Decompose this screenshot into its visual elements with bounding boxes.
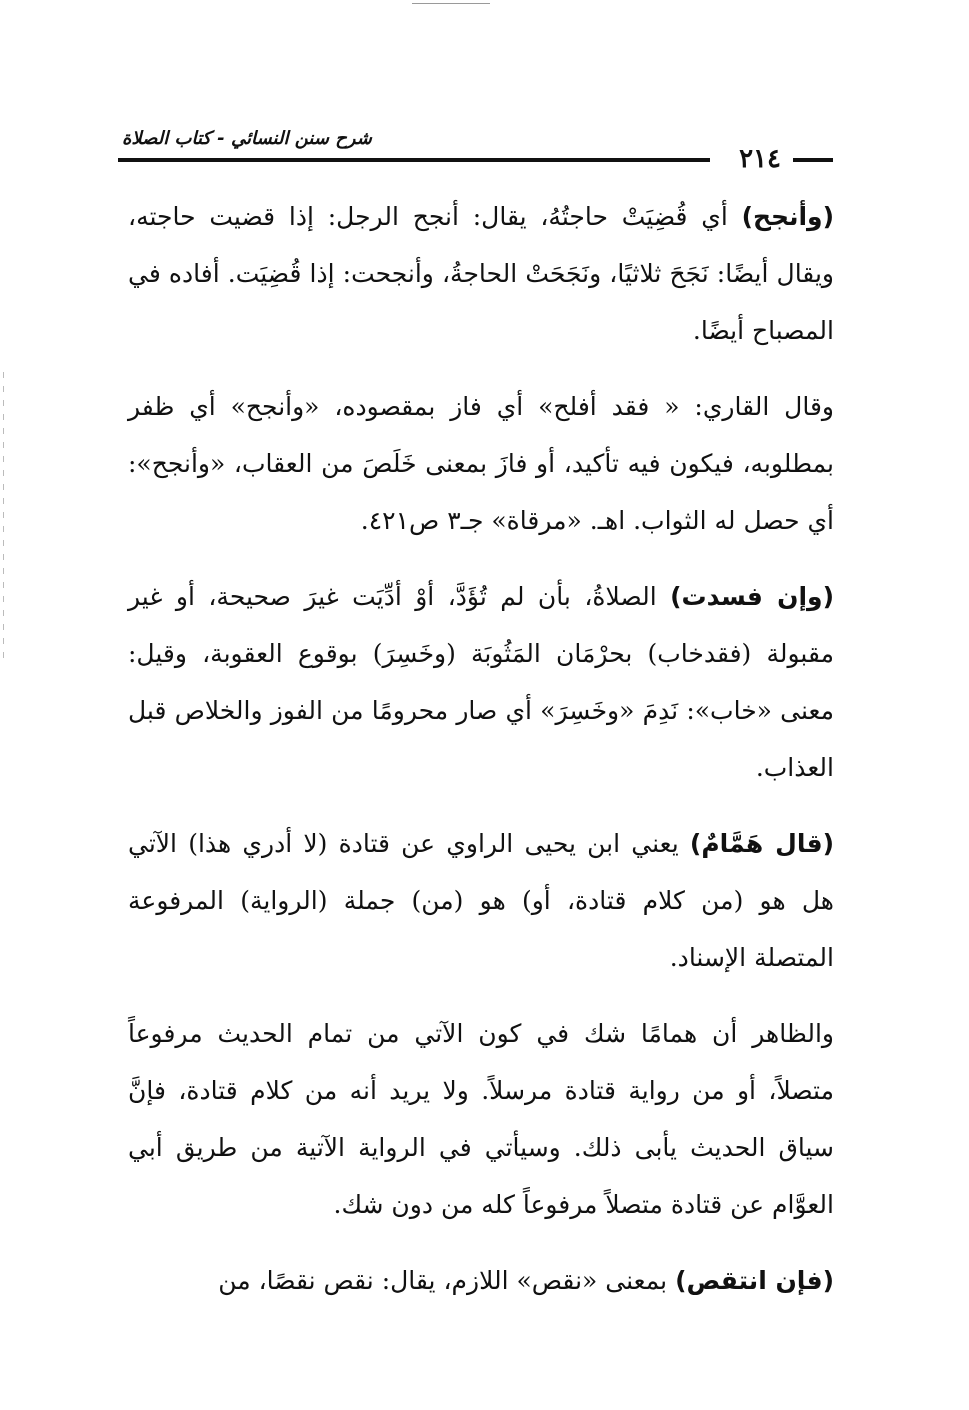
paragraph-text: يعني ابن يحيى الراوي عن قتادة (لا أدري هذا) الآتي هل هو (من كلام قتادة، أو) هو (من) جملة (الرواية) المرفوعة المتصلة الإسناد.: [128, 829, 834, 972]
paragraph-text: أي قُضِيَتْ حاجتُهُ، يقال: أنجح الرجل: إذا قضيت حاجته، ويقال أيضًا: نَجَحَ ثلاثيًا، ونَجَحَتْ الحاجةُ، وأنجحت: إذا قُضِيَت. أفاده في المصباح أيضًا.: [128, 202, 834, 345]
page-number-dash: [793, 158, 833, 162]
paragraph-text: الصلاةُ، بأن لم تُؤَدَّ، أوْ أدِّيَت غيرَ صحيحة، أو غير مقبولة (فقدخاب) بحرْمَان المَثُوبَة (وخَسِرَ) بوقوع العقوبة، وقيل: معنى «خاب»: نَدِمَ «وخَسِرَ» أي صار محرومًا من الفوز والخلاص قبل العذاب.: [128, 582, 834, 782]
paragraph-6: [128, 1252, 834, 1309]
paragraph-text: والظاهر أن همامًا شك في كون الآتي من تمام الحديث مرفوعاً متصلاً، أو من رواية قتادة مرسلاً. ولا يريد أنه من كلام قتادة، فإنَّ سياق الحديث يأبى ذلك. وسيأتي في الرواية الآتية من طريق أبي العوَّام عن قتادة متصلاً مرفوعاً كله من دون شك.: [128, 1019, 834, 1219]
paragraph-text: بمعنى «نقص» اللازم، يقال: نقص نقصًا، من: [218, 1266, 676, 1295]
page-number: ٢١٤: [739, 144, 781, 174]
paragraph-5: [128, 1005, 834, 1233]
running-title: شرح سنن النسائي - كتاب الصلاة: [122, 128, 372, 149]
paragraph-2: [128, 378, 834, 549]
bold-term: (وأنجح): [741, 202, 834, 231]
paragraph-4: [128, 815, 834, 986]
bold-term: (قال هَمَّامٌ): [689, 829, 834, 858]
paragraph-3: [128, 568, 834, 796]
bold-term: (فإن انتقص): [675, 1266, 834, 1295]
header-rule: [118, 158, 710, 162]
page-header: [118, 118, 833, 178]
paragraph-text: وقال القاري: « فقد أفلح» أي فاز بمقصوده، «وأنجح» أي ظفر بمطلوبه، فيكون فيه تأكيد، أو فازَ بمعنى خَلَصَ من العقاب، «وأنجح»: أي حصل له الثواب. اهـ. «مرقاة» جـ٣ ص٤٢١.: [128, 392, 834, 535]
scan-margin-marks: [3, 372, 4, 662]
bold-term: (وإن فسدت): [670, 582, 834, 611]
top-scan-line: [412, 3, 490, 4]
paragraph-1: [128, 188, 834, 359]
main-text: [128, 188, 834, 1309]
